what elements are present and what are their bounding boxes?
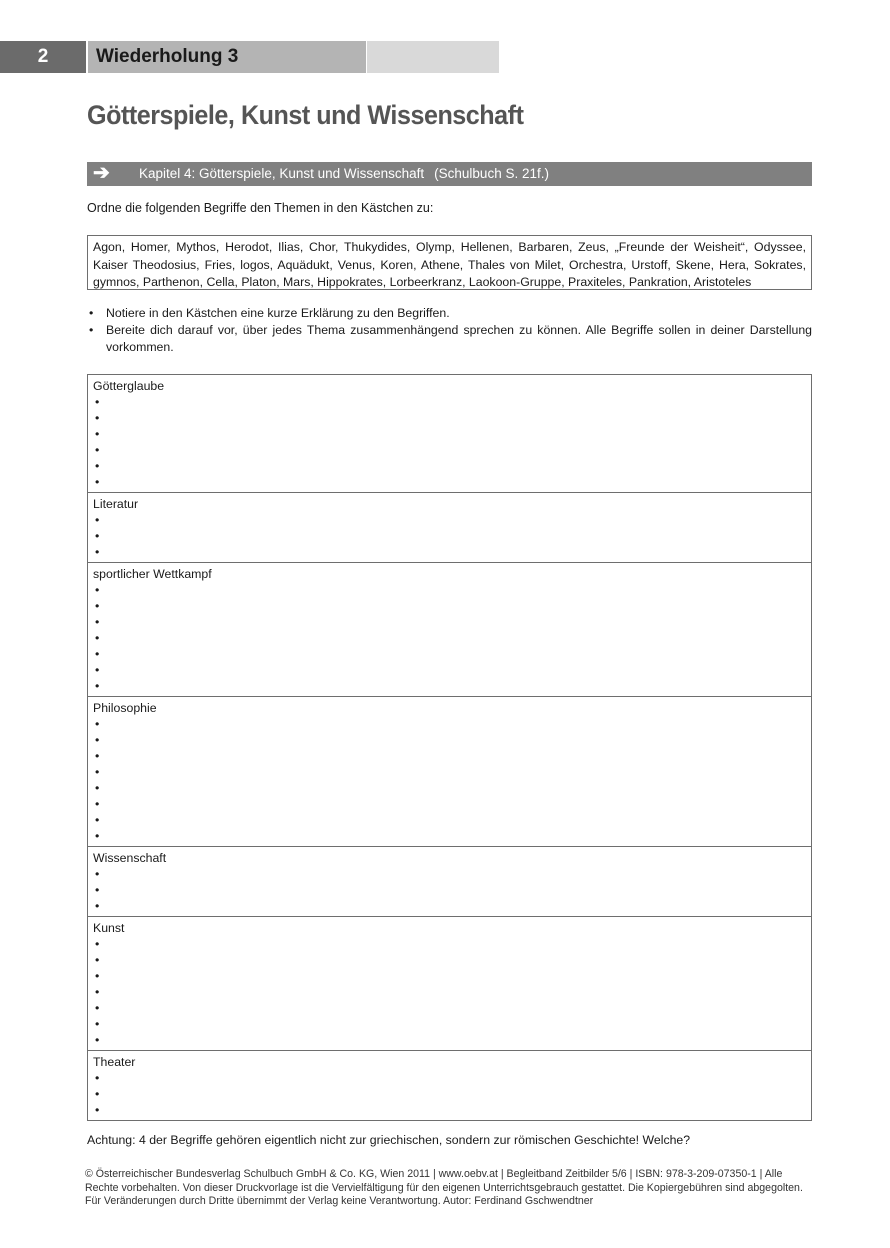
answer-bullet[interactable]: •	[95, 953, 100, 967]
answer-bullet[interactable]: •	[95, 395, 100, 409]
note-item: • Notiere in den Kästchen eine kurze Erklärung zu den Begriffen.	[87, 305, 812, 322]
instruction-text: Ordne die folgenden Begriffe den Themen in den Kästchen zu:	[87, 201, 434, 215]
answer-bullet[interactable]: •	[95, 599, 100, 613]
answer-bullet[interactable]: •	[95, 615, 100, 629]
topic-label: Philosophie	[93, 701, 157, 715]
answer-bullet[interactable]: •	[95, 781, 100, 795]
answer-bullet[interactable]: •	[95, 829, 100, 843]
topic-box	[88, 916, 811, 1050]
answer-bullet[interactable]: •	[95, 813, 100, 827]
answer-bullet[interactable]: •	[95, 733, 100, 747]
answer-bullet[interactable]: •	[95, 443, 100, 457]
answer-bullet[interactable]: •	[95, 583, 100, 597]
answer-bullet[interactable]: •	[95, 529, 100, 543]
answer-bullet[interactable]: •	[95, 631, 100, 645]
page-number: 2	[0, 41, 86, 73]
topic-label: Theater	[93, 1055, 136, 1069]
answer-bullet[interactable]: •	[95, 545, 100, 559]
answer-bullet[interactable]: •	[95, 1017, 100, 1031]
answer-bullet[interactable]: •	[95, 1087, 100, 1101]
chapter-bar	[87, 162, 812, 186]
answer-bullet[interactable]: •	[95, 475, 100, 489]
answer-bullet[interactable]: •	[95, 1103, 100, 1117]
answer-bullet[interactable]: •	[95, 765, 100, 779]
answer-bullet[interactable]: •	[95, 663, 100, 677]
section-title: Wiederholung 3	[88, 41, 366, 73]
answer-bullet[interactable]: •	[95, 749, 100, 763]
answer-bullet[interactable]: •	[95, 411, 100, 425]
topic-box	[88, 562, 811, 696]
arrow-right-icon: ➔	[93, 162, 110, 184]
topic-label: Wissenschaft	[93, 851, 167, 865]
topic-label: Götterglaube	[93, 379, 165, 393]
header-decoration	[367, 41, 499, 73]
topic-box	[88, 846, 811, 916]
answer-bullet[interactable]: •	[95, 1001, 100, 1015]
topic-box	[88, 375, 811, 492]
answer-bullet[interactable]: •	[95, 969, 100, 983]
topic-label: Kunst	[93, 921, 125, 935]
answer-bullet[interactable]: •	[95, 797, 100, 811]
answer-bullet[interactable]: •	[95, 985, 100, 999]
topic-box	[88, 1050, 811, 1120]
page-title: Götterspiele, Kunst und Wissenschaft	[87, 100, 524, 130]
answer-bullet[interactable]: •	[95, 459, 100, 473]
note-item: • Bereite dich darauf vor, über jedes Thema zusammenhängend sprechen zu können. Alle Begriffe sollen in deiner Darstellung vorkommen.	[87, 322, 812, 356]
answer-bullet[interactable]: •	[95, 647, 100, 661]
footer	[85, 1168, 815, 1209]
topic-label: sportlicher Wettkampf	[93, 567, 212, 581]
answer-bullet[interactable]: •	[95, 679, 100, 693]
answer-bullet[interactable]: •	[95, 1071, 100, 1085]
answer-bullet[interactable]: •	[95, 937, 100, 951]
footer-line: Für Veränderungen durch Dritte übernimmt der Verlag keine Verantwortung. Autor: Ferdinand Gschwendtner	[85, 1195, 594, 1207]
chapter-reference: (Schulbuch S. 21f.)	[434, 166, 549, 181]
topic-label: Literatur	[93, 497, 139, 511]
chapter-title: Kapitel 4: Götterspiele, Kunst und Wissenschaft	[139, 166, 425, 181]
chapter-heading	[139, 162, 549, 186]
answer-bullet[interactable]: •	[95, 513, 100, 527]
answer-bullet[interactable]: •	[95, 717, 100, 731]
answer-bullet[interactable]: •	[95, 427, 100, 441]
page-header	[0, 41, 499, 73]
answer-bullet[interactable]: •	[95, 1033, 100, 1047]
warning-text: Achtung: 4 der Begriffe gehören eigentlich nicht zur griechischen, sondern zur römischen Geschichte! Welche?	[87, 1133, 691, 1147]
answer-bullet[interactable]: •	[95, 899, 100, 913]
footer-line: © Österreichischer Bundesverlag Schulbuch GmbH & Co. KG, Wien 2011 | www.oebv.at | Begleitband Zeitbilder 5/6 | ISBN: 978-3-209-07350-1 | Alle	[85, 1168, 783, 1180]
terms-box: Agon, Homer, Mythos, Herodot, Ilias, Chor, Thukydides, Olymp, Hellenen, Barbaren, Zeus, „Freunde der Weisheit“, Odyssee, Kaiser Theodosius, Fries, logos, Aquädukt, Venus, Koren, Athene, Thales von Milet, Orchestra, Urstoff, Skene, Hera, Sokrates, gymnos, Parthenon, Cella, Platon, Mars, Hippokrates, Lorbeerkranz, Laokoon-Gruppe, Praxiteles, Pankration, Aristoteles	[87, 235, 812, 290]
topic-box	[88, 696, 811, 846]
footer-line: Rechte vorbehalten. Von dieser Druckvorlage ist die Vervielfältigung für den eigenen Unterrichtsgebrauch gestattet. Die Kopiergebühren sind abgegolten.	[85, 1181, 803, 1194]
answer-bullet[interactable]: •	[95, 883, 100, 897]
topic-box	[88, 492, 811, 562]
notes-list	[87, 305, 812, 356]
topics-table	[87, 374, 812, 1121]
answer-bullet[interactable]: •	[95, 867, 100, 881]
